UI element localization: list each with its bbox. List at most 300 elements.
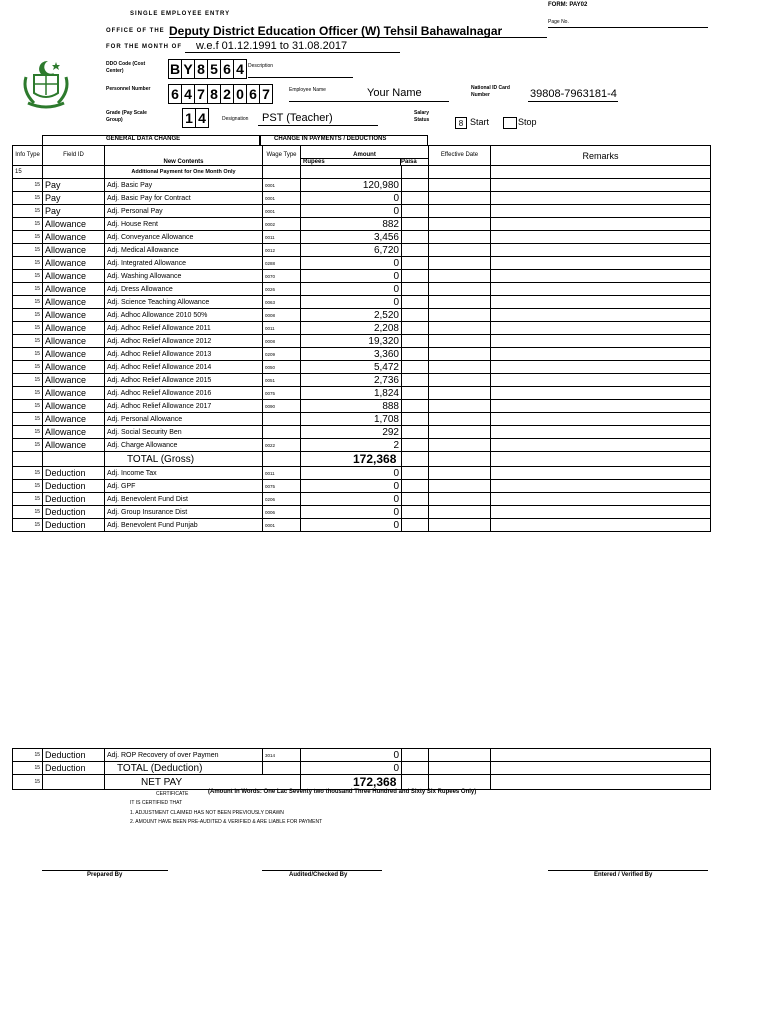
- row-effective: [429, 179, 491, 192]
- row-rupees: 0: [301, 493, 402, 506]
- entered-line: [548, 870, 708, 871]
- pers-char-box: 0: [233, 84, 247, 104]
- form-code: FORM: PAY02: [548, 2, 588, 8]
- row-wage: 0001: [263, 179, 301, 192]
- grade-label: Grade (Pay Scale Group): [106, 110, 147, 123]
- row-info: 15: [13, 244, 43, 257]
- row-info: 15: [13, 192, 43, 205]
- certificate-line-1: IT IS CERTIFIED THAT: [130, 800, 183, 806]
- row-effective: [429, 309, 491, 322]
- payments-table: [12, 145, 711, 532]
- table-row: [13, 374, 711, 387]
- row-remarks: [491, 231, 711, 244]
- row-wage: 0006: [263, 506, 301, 519]
- row-field: Deduction: [43, 506, 105, 519]
- row-paisa: [402, 257, 429, 270]
- row-wage: 0001: [263, 205, 301, 218]
- row-wage: 0075: [263, 387, 301, 400]
- month-value: w.e.f 01.12.1991 to 31.08.2017: [196, 40, 348, 52]
- table-row-deduction: [13, 506, 711, 519]
- row-paisa: [402, 205, 429, 218]
- row-desc: Adj. Science Teaching Allowance: [105, 296, 263, 309]
- row-desc: Adj. Medical Allowance: [105, 244, 263, 257]
- table-row: [13, 283, 711, 296]
- row-wage: 0288: [263, 257, 301, 270]
- stop-checkbox[interactable]: [503, 117, 517, 129]
- table-row: [13, 257, 711, 270]
- row-desc: Adj. Adhoc Allowance 2010 50%: [105, 309, 263, 322]
- row-field: Allowance: [43, 426, 105, 439]
- employee-name-line: [289, 101, 449, 102]
- row-info: 15: [13, 361, 43, 374]
- row-effective: [429, 413, 491, 426]
- row-paisa: [402, 179, 429, 192]
- row-paisa: [402, 506, 429, 519]
- table-row-total-deduction: [13, 762, 711, 775]
- month-line: [185, 52, 400, 53]
- row-rupees: 3,360: [301, 348, 402, 361]
- row-remarks: [491, 361, 711, 374]
- header-field-id: Field ID: [43, 146, 105, 166]
- row-field: Allowance: [43, 244, 105, 257]
- table-row: [13, 361, 711, 374]
- row-remarks: [491, 335, 711, 348]
- row-info: 15: [13, 749, 43, 762]
- row-remarks: [491, 179, 711, 192]
- row-remarks: [491, 296, 711, 309]
- row-rupees: 0: [301, 192, 402, 205]
- table-row: [13, 192, 711, 205]
- row-remarks: [491, 270, 711, 283]
- designation-label: Designation: [222, 116, 249, 122]
- row-effective: [429, 439, 491, 452]
- row-desc: Adj. Income Tax: [105, 467, 263, 480]
- employee-name: Your Name: [367, 87, 422, 99]
- row-remarks: [491, 480, 711, 493]
- prepared-line: [42, 870, 168, 871]
- row-remarks: [491, 205, 711, 218]
- employee-name-label: Employee Name: [289, 87, 326, 93]
- row-paisa: [402, 493, 429, 506]
- row-wage: 3014: [263, 749, 301, 762]
- table-row: [13, 335, 711, 348]
- page-no-label: Page No.: [548, 19, 569, 25]
- row-paisa: [402, 439, 429, 452]
- row-wage: 0090: [263, 400, 301, 413]
- row-desc: Adj. Personal Allowance: [105, 413, 263, 426]
- table-row: [13, 270, 711, 283]
- gross-total-label: TOTAL (Gross): [105, 452, 263, 467]
- nic-value: 39808-7963181-4: [530, 88, 617, 100]
- row-rupees: 0: [301, 506, 402, 519]
- row-paisa: [402, 480, 429, 493]
- row-desc: Adj. Basic Pay: [105, 179, 263, 192]
- row-field: Pay: [43, 205, 105, 218]
- row-remarks: [491, 244, 711, 257]
- row-field: Allowance: [43, 296, 105, 309]
- table-row: [13, 244, 711, 257]
- row-rupees: 0: [301, 467, 402, 480]
- row-paisa: [402, 244, 429, 257]
- row-desc: Adj. Charge Allowance: [105, 439, 263, 452]
- row-rupees: 0: [301, 296, 402, 309]
- row-info: 15: [13, 506, 43, 519]
- pers-char-box: 7: [259, 84, 273, 104]
- net-pay-label: NET PAY: [105, 775, 301, 790]
- row-wage: 0012: [263, 244, 301, 257]
- row-remarks: [491, 519, 711, 532]
- row-effective: [429, 387, 491, 400]
- row-wage: 0051: [263, 374, 301, 387]
- table-row-deduction: [13, 467, 711, 480]
- row-info: 15: [13, 480, 43, 493]
- header-new-contents: New Contents: [105, 146, 263, 166]
- pers-char-box: 7: [194, 84, 208, 104]
- office-line: [169, 37, 547, 38]
- row-rupees: 0: [301, 283, 402, 296]
- row-info: 15: [13, 374, 43, 387]
- row-remarks: [491, 439, 711, 452]
- row-field: Allowance: [43, 231, 105, 244]
- row-desc: Adj. Conveyance Allowance: [105, 231, 263, 244]
- row-rupees: 0: [301, 749, 402, 762]
- pers-char-box: 8: [207, 84, 221, 104]
- row-paisa: [402, 519, 429, 532]
- row-info: 15: [13, 283, 43, 296]
- row-wage: 0001: [263, 519, 301, 532]
- certificate-line-2: 1. ADJUSTMENT CLAIMED HAS NOT BEEN PREVIOUSLY DRAWN: [130, 810, 284, 816]
- totals-table: [12, 748, 711, 790]
- header-info-type: Info Type: [13, 146, 43, 166]
- table-row-net-pay: [13, 775, 711, 790]
- additional-info-code: 15: [13, 166, 43, 179]
- row-desc: Adj. Adhoc Relief Allowance 2012: [105, 335, 263, 348]
- row-remarks: [491, 387, 711, 400]
- header-rupees: Rupees: [303, 159, 325, 165]
- form-title: SINGLE EMPLOYEE ENTRY: [130, 11, 231, 17]
- total-deduction-info: 15: [13, 762, 43, 775]
- row-effective: [429, 493, 491, 506]
- row-desc: Adj. Adhoc Relief Allowance 2011: [105, 322, 263, 335]
- designation-line: [258, 125, 378, 126]
- ddo-char-box: 5: [207, 59, 221, 79]
- row-effective: [429, 205, 491, 218]
- row-desc: Adj. House Rent: [105, 218, 263, 231]
- row-info: 15: [13, 400, 43, 413]
- stop-label: Stop: [518, 117, 537, 127]
- row-info: 15: [13, 296, 43, 309]
- table-row: [13, 322, 711, 335]
- row-desc: Adj. Integrated Allowance: [105, 257, 263, 270]
- row-paisa: [402, 309, 429, 322]
- row-effective: [429, 506, 491, 519]
- row-effective: [429, 480, 491, 493]
- row-wage: 0011: [263, 322, 301, 335]
- row-info: 15: [13, 426, 43, 439]
- row-rupees: 0: [301, 270, 402, 283]
- row-field: Allowance: [43, 374, 105, 387]
- row-field: Allowance: [43, 270, 105, 283]
- row-effective: [429, 257, 491, 270]
- row-rupees: 888: [301, 400, 402, 413]
- table-row: [13, 413, 711, 426]
- row-field: Deduction: [43, 749, 105, 762]
- table-row: [13, 231, 711, 244]
- row-rupees: 2,736: [301, 374, 402, 387]
- row-desc: Adj. Benevolent Fund Dist: [105, 493, 263, 506]
- row-rupees: 2,520: [301, 309, 402, 322]
- grade-char-box: 4: [195, 108, 209, 128]
- row-wage: 0209: [263, 348, 301, 361]
- row-field: Allowance: [43, 361, 105, 374]
- row-wage: 0011: [263, 467, 301, 480]
- row-remarks: [491, 493, 711, 506]
- row-paisa: [402, 467, 429, 480]
- header-amount: [301, 146, 429, 166]
- row-field: Pay: [43, 192, 105, 205]
- row-info: 15: [13, 257, 43, 270]
- row-paisa: [402, 374, 429, 387]
- audited-line: [262, 870, 382, 871]
- row-effective: [429, 192, 491, 205]
- row-desc: Adj. Personal Pay: [105, 205, 263, 218]
- prepared-by: Prepared By: [87, 872, 123, 878]
- row-info: 15: [13, 387, 43, 400]
- table-row: [13, 179, 711, 192]
- start-label: Start: [470, 117, 490, 127]
- description-line: [248, 77, 353, 78]
- row-wage: [263, 426, 301, 439]
- row-remarks: [491, 322, 711, 335]
- row-wage: 0050: [263, 361, 301, 374]
- row-effective: [429, 426, 491, 439]
- table-row: [13, 426, 711, 439]
- table-row: [13, 387, 711, 400]
- row-paisa: [402, 426, 429, 439]
- row-remarks: [491, 348, 711, 361]
- table-row: [13, 348, 711, 361]
- row-field: Allowance: [43, 283, 105, 296]
- ddo-char-box: 4: [233, 59, 247, 79]
- row-remarks: [491, 283, 711, 296]
- row-field: Allowance: [43, 387, 105, 400]
- personnel-label: Personnel Number: [106, 86, 151, 92]
- row-effective: [429, 231, 491, 244]
- row-paisa: [402, 283, 429, 296]
- start-checkbox[interactable]: 8: [455, 117, 467, 129]
- pers-char-box: 6: [246, 84, 260, 104]
- pers-char-box: 4: [181, 84, 195, 104]
- table-row: [13, 218, 711, 231]
- row-paisa: [402, 335, 429, 348]
- table-row-deduction: [13, 493, 711, 506]
- header-amount-label: Amount: [301, 152, 428, 159]
- row-desc: Adj. ROP Recovery of over Paymen: [105, 749, 263, 762]
- row-remarks: [491, 413, 711, 426]
- row-desc: Adj. Dress Allowance: [105, 283, 263, 296]
- row-field: Allowance: [43, 322, 105, 335]
- office-name: Deputy District Education Officer (W) Tehsil Bahawalnagar: [169, 24, 503, 38]
- row-effective: [429, 519, 491, 532]
- row-effective: [429, 348, 491, 361]
- row-paisa: [402, 218, 429, 231]
- table-row-rop: [13, 749, 711, 762]
- total-deduction-label: TOTAL (Deduction): [105, 762, 263, 775]
- row-info: 15: [13, 322, 43, 335]
- certificate-label: CERTIFICATE: [156, 791, 189, 797]
- row-remarks: [491, 309, 711, 322]
- row-wage: 0011: [263, 231, 301, 244]
- row-wage: 0026: [263, 283, 301, 296]
- row-desc: Adj. Adhoc Relief Allowance 2015: [105, 374, 263, 387]
- table-row: [13, 205, 711, 218]
- row-info: 15: [13, 413, 43, 426]
- row-effective: [429, 335, 491, 348]
- row-field: Allowance: [43, 335, 105, 348]
- row-wage: 0206: [263, 493, 301, 506]
- row-info: 15: [13, 205, 43, 218]
- row-info: 15: [13, 309, 43, 322]
- office-label: OFFICE OF THE: [106, 28, 165, 34]
- row-effective: [429, 361, 491, 374]
- row-desc: Adj. Adhoc Relief Allowance 2017: [105, 400, 263, 413]
- row-rupees: 19,320: [301, 335, 402, 348]
- additional-note: Additional Payment for One Month Only: [105, 166, 263, 179]
- row-rupees: 292: [301, 426, 402, 439]
- ddo-char-box: 6: [220, 59, 234, 79]
- row-rupees: 0: [301, 205, 402, 218]
- header-paisa: Paisa: [400, 159, 428, 165]
- row-desc: Adj. GPF: [105, 480, 263, 493]
- pers-char-box: 2: [220, 84, 234, 104]
- table-row: [13, 309, 711, 322]
- certificate-line-3: 2. AMOUNT HAVE BEEN PRE-AUDITED & VERIFIED & ARE LIABLE FOR PAYMENT: [130, 819, 323, 825]
- row-paisa: [402, 361, 429, 374]
- row-rupees: 0: [301, 519, 402, 532]
- row-paisa: [402, 413, 429, 426]
- row-field: Allowance: [43, 400, 105, 413]
- row-wage: 0063: [263, 296, 301, 309]
- row-paisa: [402, 231, 429, 244]
- row-rupees: 0: [301, 480, 402, 493]
- row-paisa: [402, 192, 429, 205]
- row-field: Allowance: [43, 257, 105, 270]
- ddo-label: DDO Code (Cost Center): [106, 61, 146, 74]
- nic-label: National ID Card Number: [471, 85, 510, 98]
- row-info: 15: [13, 348, 43, 361]
- row-remarks: [491, 426, 711, 439]
- row-paisa: [402, 400, 429, 413]
- row-field: Allowance: [43, 439, 105, 452]
- row-paisa: [402, 270, 429, 283]
- row-info: 15: [13, 467, 43, 480]
- row-field: Deduction: [43, 519, 105, 532]
- row-paisa: [402, 322, 429, 335]
- table-row-deduction: [13, 480, 711, 493]
- row-rupees: 882: [301, 218, 402, 231]
- row-info: 15: [13, 493, 43, 506]
- row-desc: Adj. Adhoc Relief Allowance 2013: [105, 348, 263, 361]
- row-rupees: 2: [301, 439, 402, 452]
- amount-in-words: (Amount in Words: One Lac Seventy two thousand Three Hundred and Sixty Six Rupees Only): [208, 789, 477, 795]
- row-field: Allowance: [43, 348, 105, 361]
- row-rupees: 5,472: [301, 361, 402, 374]
- row-info: 15: [13, 270, 43, 283]
- row-remarks: [491, 400, 711, 413]
- row-info: 15: [13, 231, 43, 244]
- row-info: 15: [13, 179, 43, 192]
- row-desc: Adj. Group Insurance Dist: [105, 506, 263, 519]
- row-wage: 0001: [263, 192, 301, 205]
- government-emblem-icon: [18, 57, 74, 113]
- row-rupees: 120,980: [301, 179, 402, 192]
- row-wage: 0008: [263, 309, 301, 322]
- salary-status-label: Salary Status: [414, 110, 430, 123]
- header-wage-type: Wage Type: [263, 146, 301, 166]
- row-paisa: [402, 296, 429, 309]
- month-label: FOR THE MONTH OF: [106, 44, 182, 50]
- table-row: [13, 439, 711, 452]
- row-info: 15: [13, 335, 43, 348]
- header-remarks: Remarks: [491, 146, 711, 166]
- row-effective: [429, 244, 491, 257]
- row-rupees: 1,824: [301, 387, 402, 400]
- ddo-char-box: 8: [194, 59, 208, 79]
- designation-value: PST (Teacher): [262, 112, 333, 124]
- row-remarks: [491, 374, 711, 387]
- row-desc: Adj. Benevolent Fund Punjab: [105, 519, 263, 532]
- row-effective: [429, 467, 491, 480]
- row-paisa: [402, 348, 429, 361]
- pers-char-box: 6: [168, 84, 182, 104]
- grade-char-box: 1: [182, 108, 196, 128]
- ddo-char-box: B: [169, 61, 181, 77]
- row-wage: 0008: [263, 335, 301, 348]
- row-effective: [429, 322, 491, 335]
- row-desc: Adj. Adhoc Relief Allowance 2016: [105, 387, 263, 400]
- row-field: Deduction: [43, 480, 105, 493]
- row-info: 15: [13, 439, 43, 452]
- row-wage: 0002: [263, 218, 301, 231]
- row-effective: [429, 374, 491, 387]
- payments-header: CHANGE IN PAYMENTS / DEDUCTIONS: [274, 136, 387, 142]
- row-wage: 0070: [263, 270, 301, 283]
- row-wage: 0022: [263, 439, 301, 452]
- row-remarks: [491, 467, 711, 480]
- row-desc: Adj. Basic Pay for Contract: [105, 192, 263, 205]
- audited-by: Audited/Checked By: [289, 872, 348, 878]
- row-remarks: [491, 506, 711, 519]
- description-label: Description: [248, 63, 274, 69]
- row-field: Allowance: [43, 218, 105, 231]
- page-no-line: [548, 27, 708, 28]
- entered-by: Entered / Verified By: [594, 872, 653, 878]
- row-effective: [429, 400, 491, 413]
- row-wage: [263, 413, 301, 426]
- total-deduction-field: Deduction: [43, 762, 105, 775]
- row-rupees: 2,208: [301, 322, 402, 335]
- row-effective: [429, 270, 491, 283]
- row-effective: [429, 296, 491, 309]
- row-rupees: 1,708: [301, 413, 402, 426]
- table-row-gross-total: [13, 452, 711, 467]
- row-field: Allowance: [43, 413, 105, 426]
- row-paisa: [402, 387, 429, 400]
- header-effective-date: Effective Date: [429, 146, 491, 166]
- row-desc: Adj. Adhoc Relief Allowance 2014: [105, 361, 263, 374]
- row-effective: [429, 218, 491, 231]
- row-field: Pay: [43, 179, 105, 192]
